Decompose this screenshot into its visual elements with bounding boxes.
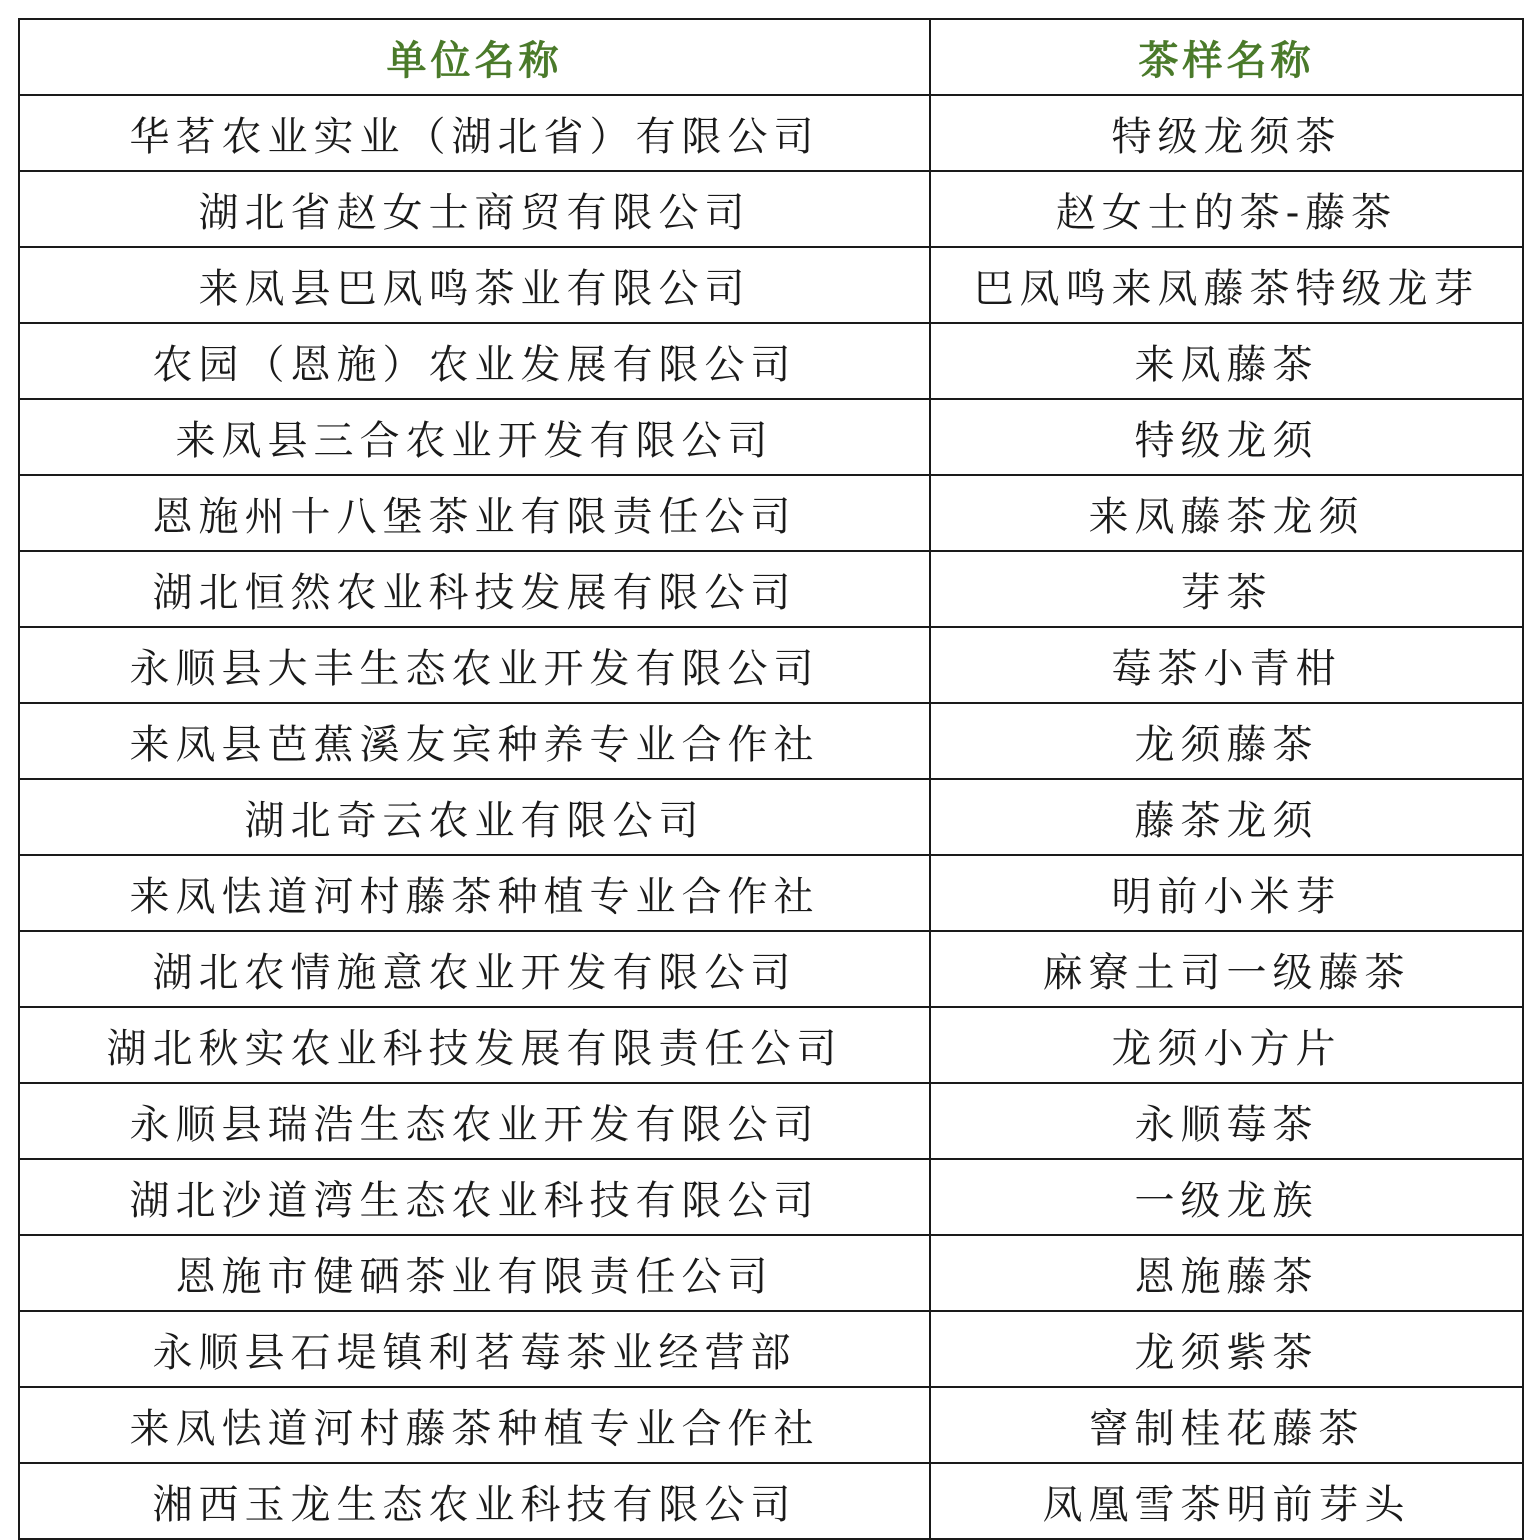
table-row [19, 1083, 1523, 1159]
table-row [19, 779, 1523, 855]
unit-name-cell: 来凤县三合农业开发有限公司 [19, 399, 930, 475]
table-row [19, 1311, 1523, 1387]
table-row [19, 247, 1523, 323]
tea-name-cell: 龙须藤茶 [930, 703, 1523, 779]
tea-name-cell: 赵女士的茶-藤茶 [930, 171, 1523, 247]
tea-name-cell: 明前小米芽 [930, 855, 1523, 931]
unit-name-cell: 永顺县石堤镇利茗莓茶业经营部 [19, 1311, 930, 1387]
unit-name-cell: 湖北农情施意农业开发有限公司 [19, 931, 930, 1007]
table-row [19, 475, 1523, 551]
table-row [19, 1463, 1523, 1539]
tea-name-cell: 芽茶 [930, 551, 1523, 627]
tea-name-cell: 龙须小方片 [930, 1007, 1523, 1083]
table-row [19, 1007, 1523, 1083]
tea-name-cell: 来凤藤茶 [930, 323, 1523, 399]
unit-name-cell: 来凤县芭蕉溪友宾种养专业合作社 [19, 703, 930, 779]
table-row [19, 551, 1523, 627]
unit-name-cell: 湖北奇云农业有限公司 [19, 779, 930, 855]
unit-name-cell: 湖北沙道湾生态农业科技有限公司 [19, 1159, 930, 1235]
tea-name-cell: 窨制桂花藤茶 [930, 1387, 1523, 1463]
tea-name-cell: 藤茶龙须 [930, 779, 1523, 855]
table-row [19, 703, 1523, 779]
unit-name-cell: 湖北省赵女士商贸有限公司 [19, 171, 930, 247]
table-row [19, 171, 1523, 247]
tea-name-cell: 莓茶小青柑 [930, 627, 1523, 703]
unit-name-cell: 恩施市健硒茶业有限责任公司 [19, 1235, 930, 1311]
header-unit-name: 单位名称 [19, 19, 930, 95]
table-row [19, 627, 1523, 703]
unit-name-cell: 永顺县瑞浩生态农业开发有限公司 [19, 1083, 930, 1159]
table-row [19, 95, 1523, 171]
unit-name-cell: 农园（恩施）农业发展有限公司 [19, 323, 930, 399]
table-row [19, 323, 1523, 399]
header-tea-name: 茶样名称 [930, 19, 1523, 95]
table-row [19, 855, 1523, 931]
table-row [19, 1235, 1523, 1311]
tea-name-cell: 巴凤鸣来凤藤茶特级龙芽 [930, 247, 1523, 323]
unit-name-cell: 来凤怯道河村藤茶种植专业合作社 [19, 1387, 930, 1463]
table-row [19, 399, 1523, 475]
header-row [19, 19, 1523, 95]
award-table [18, 18, 1524, 1540]
table-row [19, 1159, 1523, 1235]
unit-name-cell: 来凤怯道河村藤茶种植专业合作社 [19, 855, 930, 931]
tea-name-cell: 龙须紫茶 [930, 1311, 1523, 1387]
tea-name-cell: 麻寮土司一级藤茶 [930, 931, 1523, 1007]
tea-name-cell: 特级龙须茶 [930, 95, 1523, 171]
unit-name-cell: 恩施州十八堡茶业有限责任公司 [19, 475, 930, 551]
tea-name-cell: 永顺莓茶 [930, 1083, 1523, 1159]
unit-name-cell: 华茗农业实业（湖北省）有限公司 [19, 95, 930, 171]
unit-name-cell: 永顺县大丰生态农业开发有限公司 [19, 627, 930, 703]
unit-name-cell: 湖北秋实农业科技发展有限责任公司 [19, 1007, 930, 1083]
table-row [19, 1387, 1523, 1463]
unit-name-cell: 湖北恒然农业科技发展有限公司 [19, 551, 930, 627]
tea-name-cell: 来凤藤茶龙须 [930, 475, 1523, 551]
tea-name-cell: 特级龙须 [930, 399, 1523, 475]
unit-name-cell: 来凤县巴凤鸣茶业有限公司 [19, 247, 930, 323]
tea-name-cell: 一级龙族 [930, 1159, 1523, 1235]
tea-name-cell: 凤凰雪茶明前芽头 [930, 1463, 1523, 1539]
tea-name-cell: 恩施藤茶 [930, 1235, 1523, 1311]
unit-name-cell: 湘西玉龙生态农业科技有限公司 [19, 1463, 930, 1539]
table-row [19, 931, 1523, 1007]
